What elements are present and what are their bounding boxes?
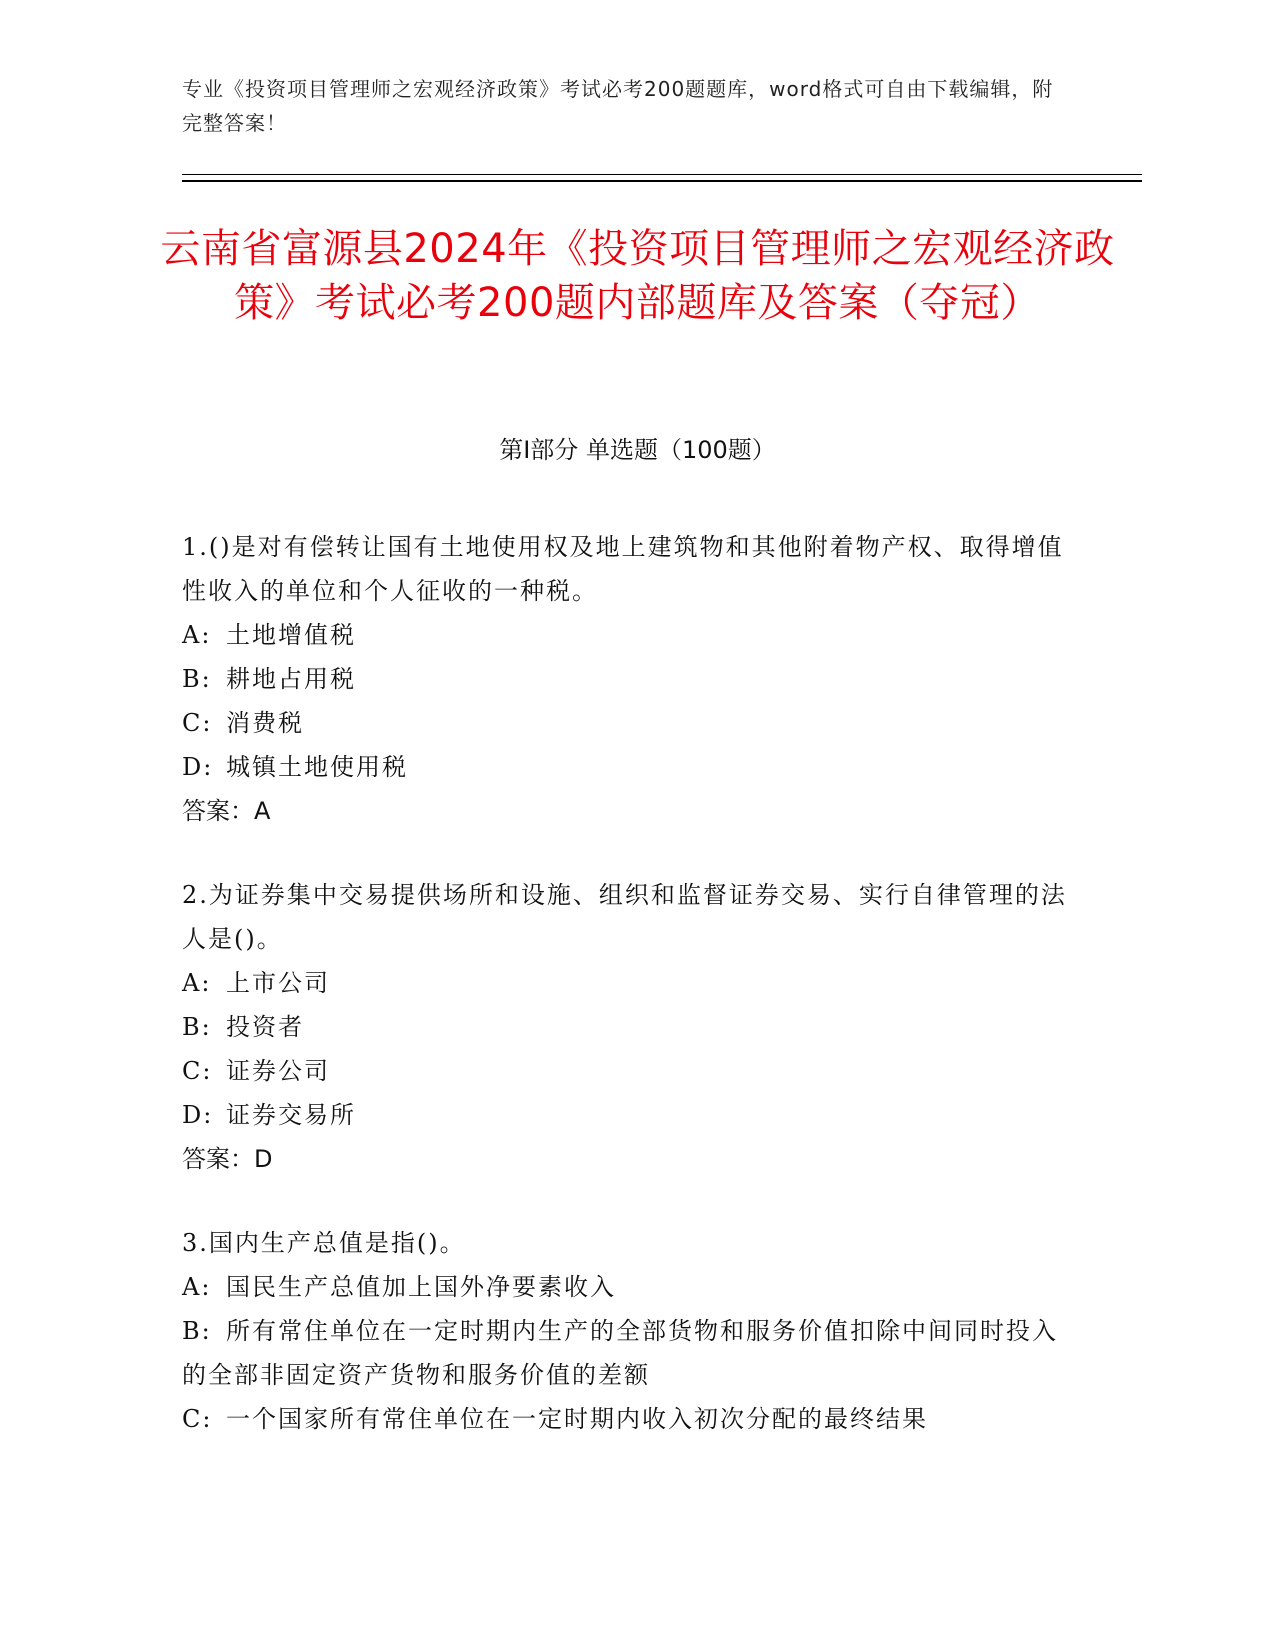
option-text: 城镇土地使用税 — [226, 753, 408, 781]
question-list — [182, 525, 1082, 1481]
option-text: 国民生产总值加上国外净要素收入 — [226, 1273, 616, 1301]
option-key: D: — [182, 1101, 214, 1129]
section-title: 第Ⅰ部分 单选题（100题） — [499, 436, 776, 464]
question-1 — [182, 525, 1082, 833]
option-text: 消费税 — [226, 709, 304, 737]
option-key: D: — [182, 753, 214, 781]
option-b — [182, 1005, 1082, 1049]
option-text: 耕地占用税 — [226, 665, 356, 693]
answer: 答案：A — [182, 797, 271, 825]
question-3 — [182, 1221, 1082, 1441]
option-c — [182, 1397, 1082, 1441]
question-text: 1.()是对有偿转让国有土地使用权及地上建筑物和其他附着物产权、取得增值性收入的单位和个人征收的一种税。 — [182, 533, 1064, 605]
option-c — [182, 701, 1082, 745]
option-text: 证券交易所 — [226, 1101, 356, 1129]
option-key: B: — [182, 1013, 212, 1041]
option-a — [182, 613, 1082, 657]
option-key: C: — [182, 1405, 213, 1433]
option-key: A: — [182, 621, 212, 649]
option-d — [182, 745, 1082, 789]
document-title: 云南省富源县2024年《投资项目管理师之宏观经济政策》考试必考200题内部题库及答案（夺冠） — [160, 226, 1115, 326]
option-key: B: — [182, 665, 212, 693]
option-text: 土地增值税 — [226, 621, 356, 649]
option-b — [182, 1309, 1082, 1397]
option-text: 证券公司 — [226, 1057, 330, 1085]
option-b — [182, 657, 1082, 701]
header-rule-thin — [182, 174, 1142, 175]
option-key: A: — [182, 969, 212, 997]
option-key: A: — [182, 1273, 212, 1301]
option-key: C: — [182, 709, 213, 737]
option-a — [182, 1265, 1082, 1309]
header-note: 专业《投资项目管理师之宏观经济政策》考试必考200题题库，word格式可自由下载编辑，附完整答案！ — [182, 77, 1054, 135]
option-text: 投资者 — [226, 1013, 304, 1041]
question-2 — [182, 873, 1082, 1181]
option-key: B: — [182, 1317, 212, 1345]
option-c — [182, 1049, 1082, 1093]
option-text: 上市公司 — [226, 969, 330, 997]
option-text: 所有常住单位在一定时期内生产的全部货物和服务价值扣除中间同时投入的全部非固定资产货物和服务价值的差额 — [182, 1317, 1058, 1389]
answer: 答案：D — [182, 1145, 273, 1173]
option-text: 一个国家所有常住单位在一定时期内收入初次分配的最终结果 — [226, 1405, 928, 1433]
header-rule-thick — [182, 180, 1142, 182]
option-key: C: — [182, 1057, 213, 1085]
option-d — [182, 1093, 1082, 1137]
option-a — [182, 961, 1082, 1005]
question-text: 3.国内生产总值是指()。 — [182, 1229, 466, 1257]
question-text: 2.为证券集中交易提供场所和设施、组织和监督证券交易、实行自律管理的法人是()。 — [182, 881, 1067, 953]
